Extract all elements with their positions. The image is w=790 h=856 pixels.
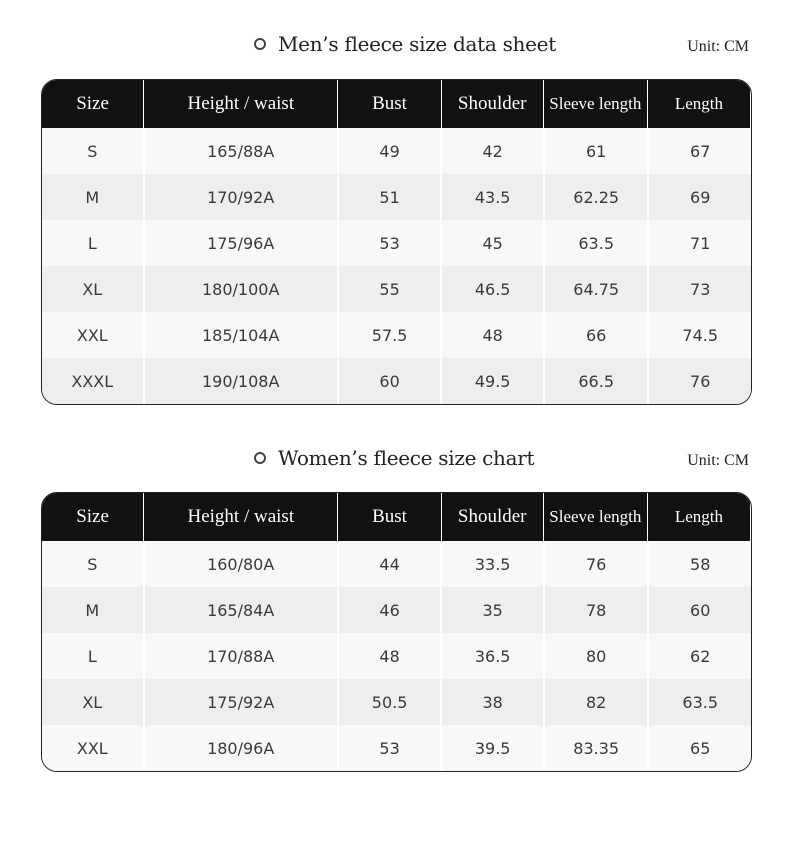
table-cell: 71 <box>690 233 711 253</box>
table-cell: 39.5 <box>442 725 545 771</box>
table-header-row <box>42 493 751 541</box>
table-cell: M <box>42 174 145 220</box>
table-cell: 57.5 <box>339 312 443 358</box>
table-cell: 175/92A <box>145 679 339 725</box>
column-header: Shoulder <box>442 493 544 541</box>
table-cell: 36.5 <box>442 633 545 679</box>
table-cell: 51 <box>339 174 443 220</box>
column-header: Shoulder <box>442 80 544 128</box>
table-cell: 78 <box>545 587 650 633</box>
table-cell: 50.5 <box>339 679 443 725</box>
table-cell: 35 <box>442 587 545 633</box>
column-header: Height / waist <box>144 493 338 541</box>
table-row <box>42 679 751 725</box>
table-cell: 67 <box>690 141 711 161</box>
table-cell: 45 <box>442 220 545 266</box>
women-size-table <box>41 492 752 772</box>
table-cell: 58 <box>690 554 711 574</box>
column-header: Sleeve length <box>544 493 648 541</box>
table-cell: 60 <box>339 358 443 404</box>
table-row <box>42 220 751 266</box>
women-unit-label: Unit: CM <box>687 452 749 469</box>
table-row <box>42 174 751 220</box>
table-row <box>42 266 751 312</box>
table-cell: S <box>42 541 145 587</box>
table-cell: 62.25 <box>545 174 650 220</box>
table-row <box>42 587 751 633</box>
column-header: Height / waist <box>144 80 338 128</box>
table-cell: 65 <box>690 738 711 758</box>
table-cell: M <box>42 587 145 633</box>
table-cell: 80 <box>545 633 650 679</box>
table-cell: 63.5 <box>682 692 719 712</box>
table-cell: 66.5 <box>545 358 650 404</box>
table-cell: 42 <box>442 128 545 174</box>
table-cell: 49 <box>339 128 443 174</box>
table-cell: XXL <box>42 312 145 358</box>
table-cell: 180/100A <box>145 266 339 312</box>
table-cell: XXL <box>42 725 145 771</box>
table-cell: 55 <box>339 266 443 312</box>
women-section-header <box>0 446 790 476</box>
table-cell: S <box>42 128 145 174</box>
men-size-table <box>41 79 752 405</box>
table-cell: 76 <box>690 371 711 391</box>
table-cell: 175/96A <box>145 220 339 266</box>
table-cell: 38 <box>442 679 545 725</box>
table-cell: 48 <box>442 312 545 358</box>
table-cell: 170/92A <box>145 174 339 220</box>
table-cell: 64.75 <box>545 266 650 312</box>
column-header: Sleeve length <box>544 80 648 128</box>
table-cell: 73 <box>690 279 711 299</box>
table-cell: L <box>42 220 145 266</box>
table-cell: 33.5 <box>442 541 545 587</box>
column-header: Size <box>42 80 144 128</box>
table-row <box>42 633 751 679</box>
table-cell: 46.5 <box>442 266 545 312</box>
table-cell: 190/108A <box>145 358 339 404</box>
table-cell: XL <box>42 679 145 725</box>
table-cell: 43.5 <box>442 174 545 220</box>
table-cell: 63.5 <box>545 220 650 266</box>
table-row <box>42 312 751 358</box>
table-row <box>42 725 751 771</box>
table-row <box>42 541 751 587</box>
table-cell: 49.5 <box>442 358 545 404</box>
women-table-title: Women’s fleece size chart <box>278 446 535 470</box>
table-row <box>42 358 751 404</box>
table-cell: XL <box>42 266 145 312</box>
table-cell: 44 <box>339 541 443 587</box>
column-header: Bust <box>338 80 441 128</box>
column-header: Size <box>42 493 144 541</box>
column-header: Length <box>648 493 751 541</box>
table-cell: L <box>42 633 145 679</box>
table-cell: 185/104A <box>145 312 339 358</box>
men-section-header <box>0 32 790 62</box>
column-header: Bust <box>338 493 441 541</box>
table-cell: 53 <box>339 220 443 266</box>
men-table-title: Men’s fleece size data sheet <box>278 32 556 56</box>
table-cell: 82 <box>545 679 650 725</box>
table-header-row <box>42 80 751 128</box>
women-title-group <box>254 446 534 470</box>
men-title-group <box>254 32 556 56</box>
table-cell: 76 <box>545 541 650 587</box>
column-header: Length <box>648 80 751 128</box>
men-unit-label: Unit: CM <box>687 38 749 55</box>
table-cell: 165/88A <box>145 128 339 174</box>
circle-bullet-icon <box>254 452 266 464</box>
table-cell: 48 <box>339 633 443 679</box>
table-cell: XXXL <box>42 358 145 404</box>
circle-bullet-icon <box>254 38 266 50</box>
table-cell: 74.5 <box>682 325 719 345</box>
table-cell: 170/88A <box>145 633 339 679</box>
table-cell: 66 <box>545 312 650 358</box>
table-row <box>42 128 751 174</box>
table-cell: 60 <box>690 600 711 620</box>
table-cell: 69 <box>690 187 711 207</box>
table-cell: 53 <box>339 725 443 771</box>
table-cell: 165/84A <box>145 587 339 633</box>
table-cell: 61 <box>545 128 650 174</box>
table-cell: 46 <box>339 587 443 633</box>
table-cell: 62 <box>690 646 711 666</box>
table-cell: 83.35 <box>545 725 650 771</box>
table-cell: 180/96A <box>145 725 339 771</box>
table-cell: 160/80A <box>145 541 339 587</box>
